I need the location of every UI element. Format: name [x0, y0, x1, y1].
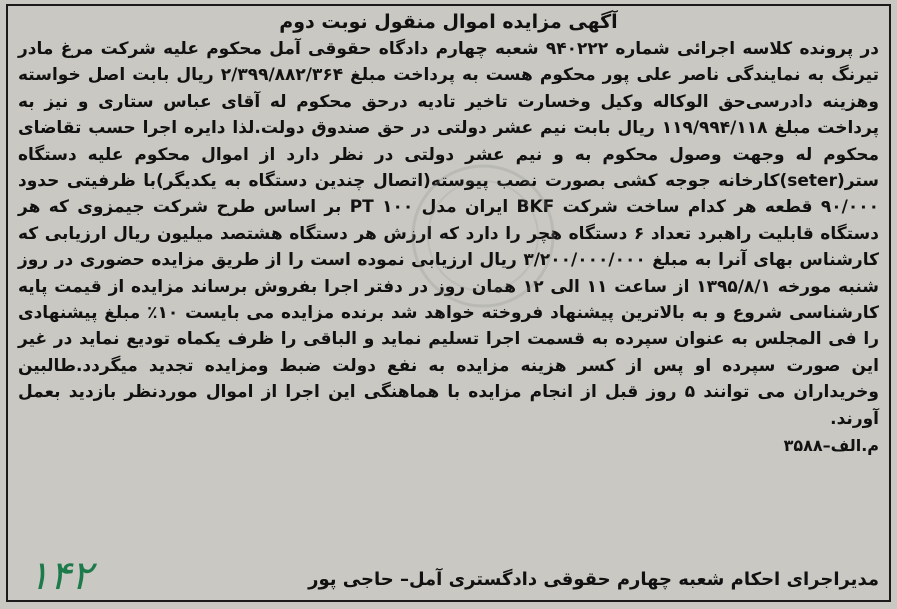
notice-body: در پرونده کلاسه اجرائی شماره ۹۴۰۲۲۲ شعبه چهارم دادگاه حقوقی آمل محکوم علیه شرکت مرغ مادر تیرنگ به نمایندگی ناصر علی پور محکوم هست به پرداخت مبلغ ۲/۳۹۹/۸۸۲/۳۶۴ ریال بابت اصل خواسته وهزینه دادرسی‌حق الوکاله وکیل وخسارت تاخیر تادیه درحق محکوم له آقای عباس ستاری و نیز به پرداخت مبلغ ۱۱۹/۹۹۴/۱۱۸ ریال بابت نیم عشر دولتی در حق صندوق دولت.لذا دایره اجرا حسب تقاضای محکوم له وجهت وصول محکوم به و نیم عشر دولتی در نظر دارد از اموال محکوم علیه دستگاه ستر(seter)کارخانه جوجه کشی بصورت نصب پیوسته(اتصال چندین دستگاه به یکدیگر)با ظرفیتی حدود ۹۰/۰۰۰ قطعه هر کدام ساخت شرکت BKF ایران مدل PT ۱۰۰ بر اساس طرح شرکت جیمزوی که هر دستگاه قابلیت راهبرد تعداد ۶ دستگاه هچر را دارد که ارزش هر دستگاه هشتصد میلیون ریال ارزیابی که کارشناس بهای آنرا به مبلغ ۳/۲۰۰/۰۰۰/۰۰۰ ریال ارزیابی نموده است را از طریق مزایده حضوری در روز شنبه مورخه ۱۳۹۵/۸/۱ از ساعت ۱۱ الی ۱۲ همان روز در دفتر اجرا بفروش برساند مزایده از قیمت پایه کارشناسی شروع و به بالاترین پیشنهاد فروخته خواهد شد برنده مزایده می بایست ۱۰٪ مبلغ پیشنهادی را فی المجلس به عنوان سپرده به قسمت اجرا تسلیم نماید و الباقی را ظرف یکماه تودیع نماید در غیر این صورت سپرده او پس از کسر هزینه مزایده به نفع دولت ضبط ومزایده تجدید میگردد.طالبین وخریداران می توانند ۵ روز قبل از انجام مزایده با هماهنگی این اجرا از اموال موردنظر بازدید بعمل آورند. [18, 39, 880, 429]
notice-title: آگهی مزایده اموال منقول نوبت دوم [279, 11, 618, 33]
handwritten-number: ۱۴۲ [28, 553, 93, 599]
reference-number: م.الف–۳۵۸۸ [783, 436, 879, 456]
signature-line: مدیراجرای احکام شعبه چهارم حقوقی دادگستری آمل– حاجی پور [308, 569, 879, 590]
auction-notice [6, 4, 891, 602]
